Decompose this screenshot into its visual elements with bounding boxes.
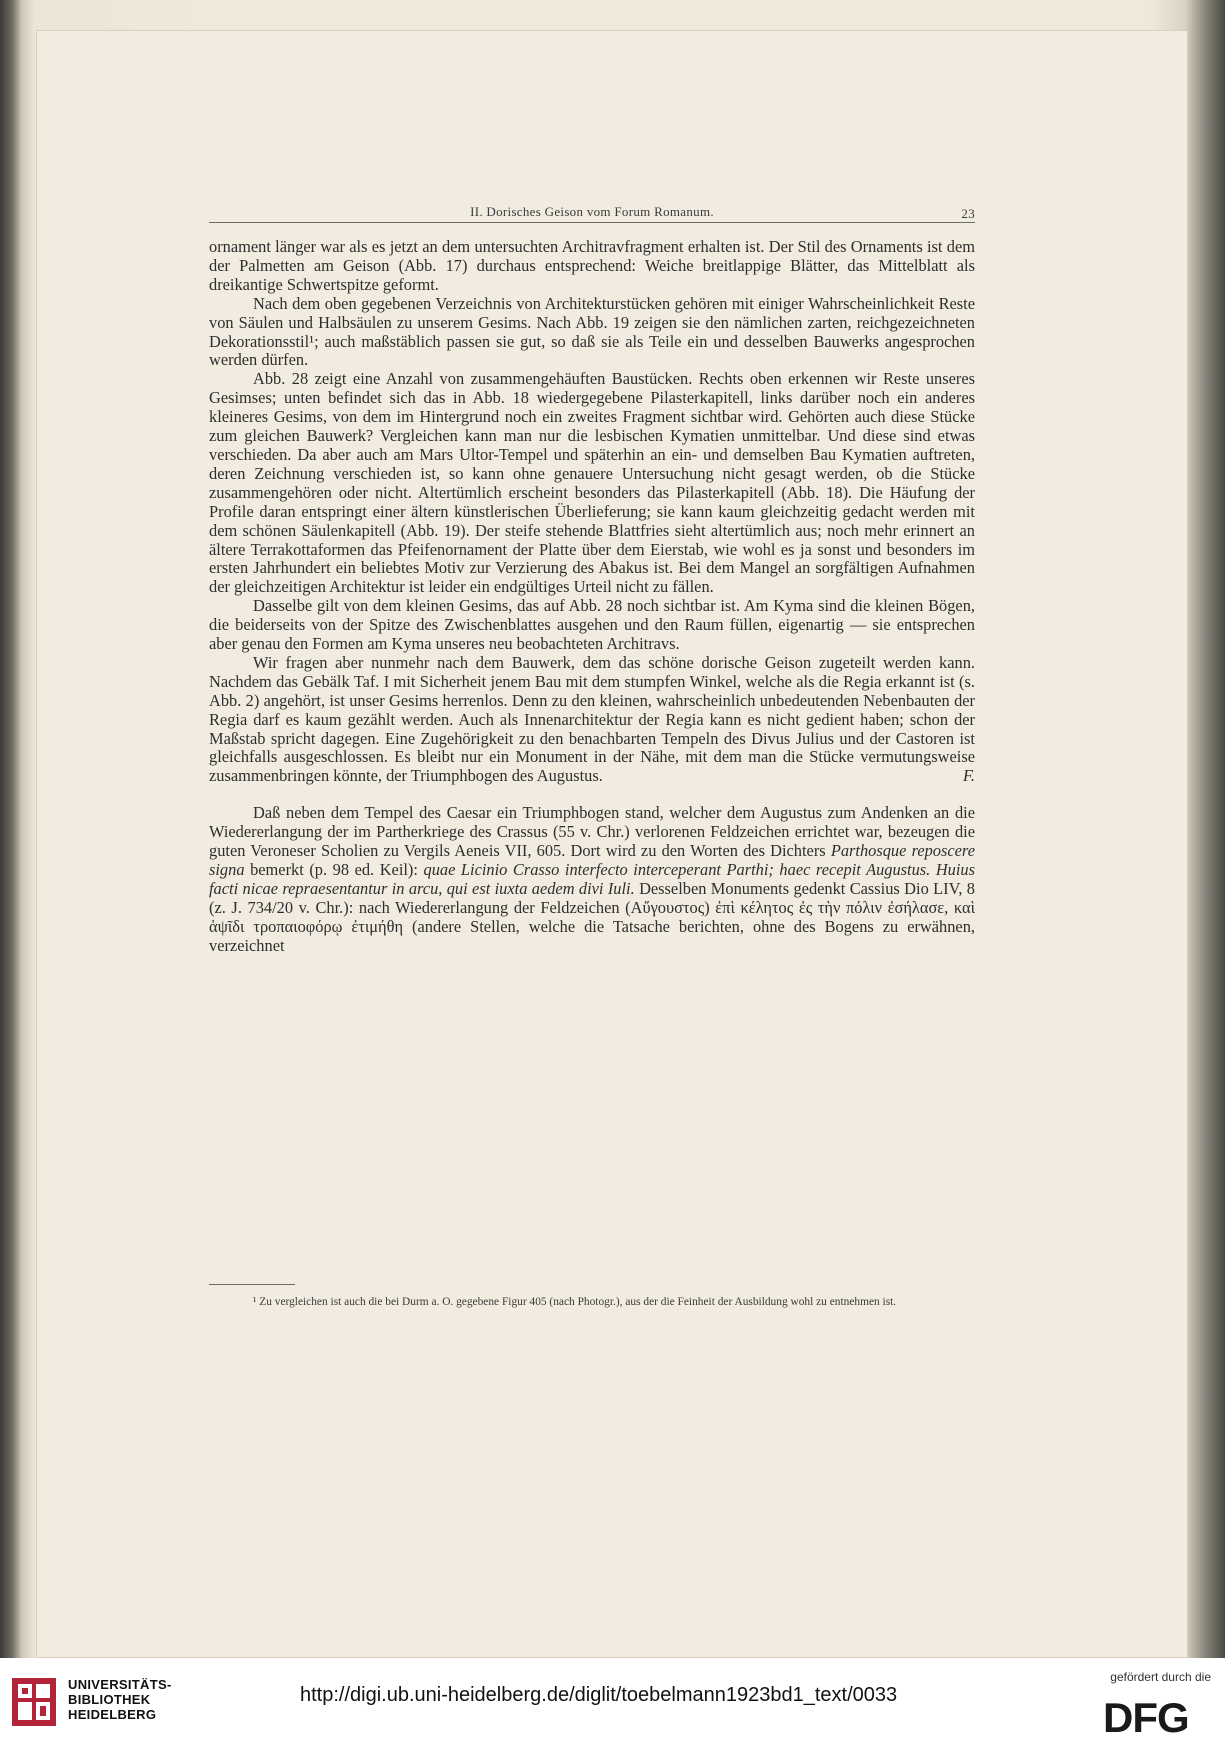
permalink-url[interactable]: http://digi.ub.uni-heidelberg.de/diglit/toebelmann1923bd1_text/0033 [300, 1684, 898, 1706]
paragraph-4: Dasselbe gilt von dem kleinen Gesims, das auf Abb. 28 noch sichtbar ist. Am Kyma sind die kleinen Bögen, die beiderseits von der Spitze des Zwischenblattes ausgehen und den Raum füllen, eigenartig — sie entsprechen aber genau den Formen am Kyma unseres neu beobachteten Architravs. [209, 596, 975, 654]
running-head [209, 204, 975, 224]
paragraph-1: ornament länger war als es jetzt an dem untersuchten Architravfragment erhalten ist. Der Stil des Ornaments ist dem der Palmetten am Geison (Abb. 17) durchaus entsprechend: Weiche breitlappige Blätter, das Mittelblatt als dreikantige Schwertspitze geformt. [209, 237, 975, 294]
caesar-quote-scholia: quae Licinio Crasso interfecto interceperant Parthi; haec recepit Augustus. Huius facti nicae repraesentantur in arcu, qui est iuxta aedem divi Iuli. [209, 860, 975, 898]
library-name-line-1: UNIVERSITÄTS- [68, 1677, 172, 1692]
library-name-line-3: HEIDELBERG [68, 1707, 157, 1722]
library-name-line-2: BIBLIOTHEK [68, 1692, 151, 1707]
caesar-quote-vergil: Parthosque reposcere signa [209, 841, 975, 879]
page-number: 23 [961, 206, 975, 221]
caesar-text-e: Desselben Monuments gedenkt Cassius Dio LIV, 8 (z. J. 734/20 v. Chr.): nach Wiedererlangung der Feldzeichen (Αὔγουστος) ἐπὶ κέλητος ἐς τὴν πόλιν ἐσήλασε, καὶ ἁψῖδι τροπαιοφόρῳ ἐτιμήθη (andere Stellen, welche die Tatsache berichten, ohne des Bogens zu erwähnen, verzeichnet [209, 878, 975, 955]
funded-by-label: gefördert durch die [1110, 1670, 1211, 1684]
footnote-text: ¹ Zu vergleichen ist auch die bei Durm a. O. gegebene Figur 405 (nach Photogr.), aus der die Feinheit der Ausbildung wohl zu entnehmen ist. [253, 1296, 897, 1308]
university-seal-icon [10, 1674, 58, 1730]
paragraph-2: Nach dem oben gegebenen Verzeichnis von Architekturstücken gehören mit einiger Wahrscheinlichkeit Reste von Säulen und Halbsäulen zu unserem Gesims. Nach Abb. 19 zeigen sie den nämlichen zarten, reichgezeichneten Dekorationsstil¹; auch maßstäblich passen sie gut, so daß sie als Teile ein und desselben Bauwerks angesprochen werden dürfen. [209, 293, 975, 370]
body-text [209, 238, 975, 956]
library-name [68, 1677, 172, 1722]
paragraph-5-text: Wir fragen aber nunmehr nach dem Bauwerk, dem das schöne dorische Geison zugeteilt werden kann. Nachdem das Gebälk Taf. I mit Sicherheit jenem Bau mit dem stumpfen Winkel, welche als die Regia erkannt ist (s. Abb. 2) angehört, ist unser Gesims herrenlos. Denn zu den kleinen, wahrscheinlich unbedeutenden Nebenbauten der Regia darf es kaum gezählt werden. Auch als Innenarchitektur der Regia kann es nicht gedient haben; schon der Maßstab spricht dagegen. Eine Zugehörigkeit zu den benachbarten Tempeln des Divus Julius und der Castoren ist gleichfalls ausgeschlossen. Es bleibt nur ein Monument in der Nähe, mit dem man die Stücke vermutungsweise zusammenbringen könnte, der Triumphbogen des Augustus. [209, 652, 975, 786]
caesar-text-a: Daß neben dem Tempel des Caesar ein Triumphbogen stand, welcher dem Augustus zum Andenken an die Wiedererlangung der im Partherkriege des Crassus (55 v. Chr.) verlorenen Feldzeichen errichtet war, bezeugen die guten Veroneser Scholien zu Vergils Aeneis VII, 605. Dort wird zu den Worten des Dichters [209, 803, 975, 861]
footer-bar [0, 1658, 1225, 1746]
dfg-logo [1101, 1696, 1211, 1736]
author-signature: F. [963, 766, 975, 786]
caesar-text-c: bemerkt (p. 98 ed. Keil): [244, 860, 424, 879]
head-rule [209, 222, 975, 223]
footnote-rule [209, 1284, 295, 1285]
paragraph-caesar [209, 804, 975, 955]
footnote [209, 1294, 975, 1311]
paragraph-5 [209, 654, 975, 786]
running-head-title: II. Dorisches Geison vom Forum Romanum. [470, 204, 714, 219]
paragraph-3: Abb. 28 zeigt eine Anzahl von zusammengehäuften Baustücken. Rechts oben erkennen wir Reste unseres Gesimses; unten befindet sich das in Abb. 18 wiedergegebene Pilasterkapitell, links darüber noch ein anderes kleineres Gesims, von dem im Hintergrund noch ein zweites Fragment sichtbar wird. Gehörten auch diese Stücke zum gleichen Bauwerk? Vergleichen kann man nur die lesbischen Kymatien unmittelbar. Und diese sind etwas verschieden. Da aber auch am Mars Ultor-Tempel und späterhin an ein- und demselben Bau Kymatien auftreten, deren Zeichnung verschieden ist, so kann ohne genauere Untersuchung nicht gesagt werden, ob die Stücke zusammengehören oder nicht. Altertümlich erscheint besonders das Pilasterkapitell (Abb. 18). Die Häufung der Profile daran entspringt einer ältern künstlerischen Überlieferung; sie kann kaum gleichzeitig gedacht werden mit dem schönen Säulenkapitell (Abb. 19). Der steife stehende Blattfries sieht altertümlich aus; noch mehr erinnert an ältere Terrakottaformen das Pfeifenornament der Platte über dem Eierstab, wie wohl es ja sonst und besonders im ersten Jahrhundert ein beliebtes Motiv zur Verzierung des Abakus ist. Bei dem Mangel an sorgfältigen Aufnahmen der gleichzeitigen Architektur ist leider ein endgültiges Urteil nicht zu fällen. [209, 369, 975, 597]
dfg-logo-text: DFG [1103, 1696, 1189, 1736]
